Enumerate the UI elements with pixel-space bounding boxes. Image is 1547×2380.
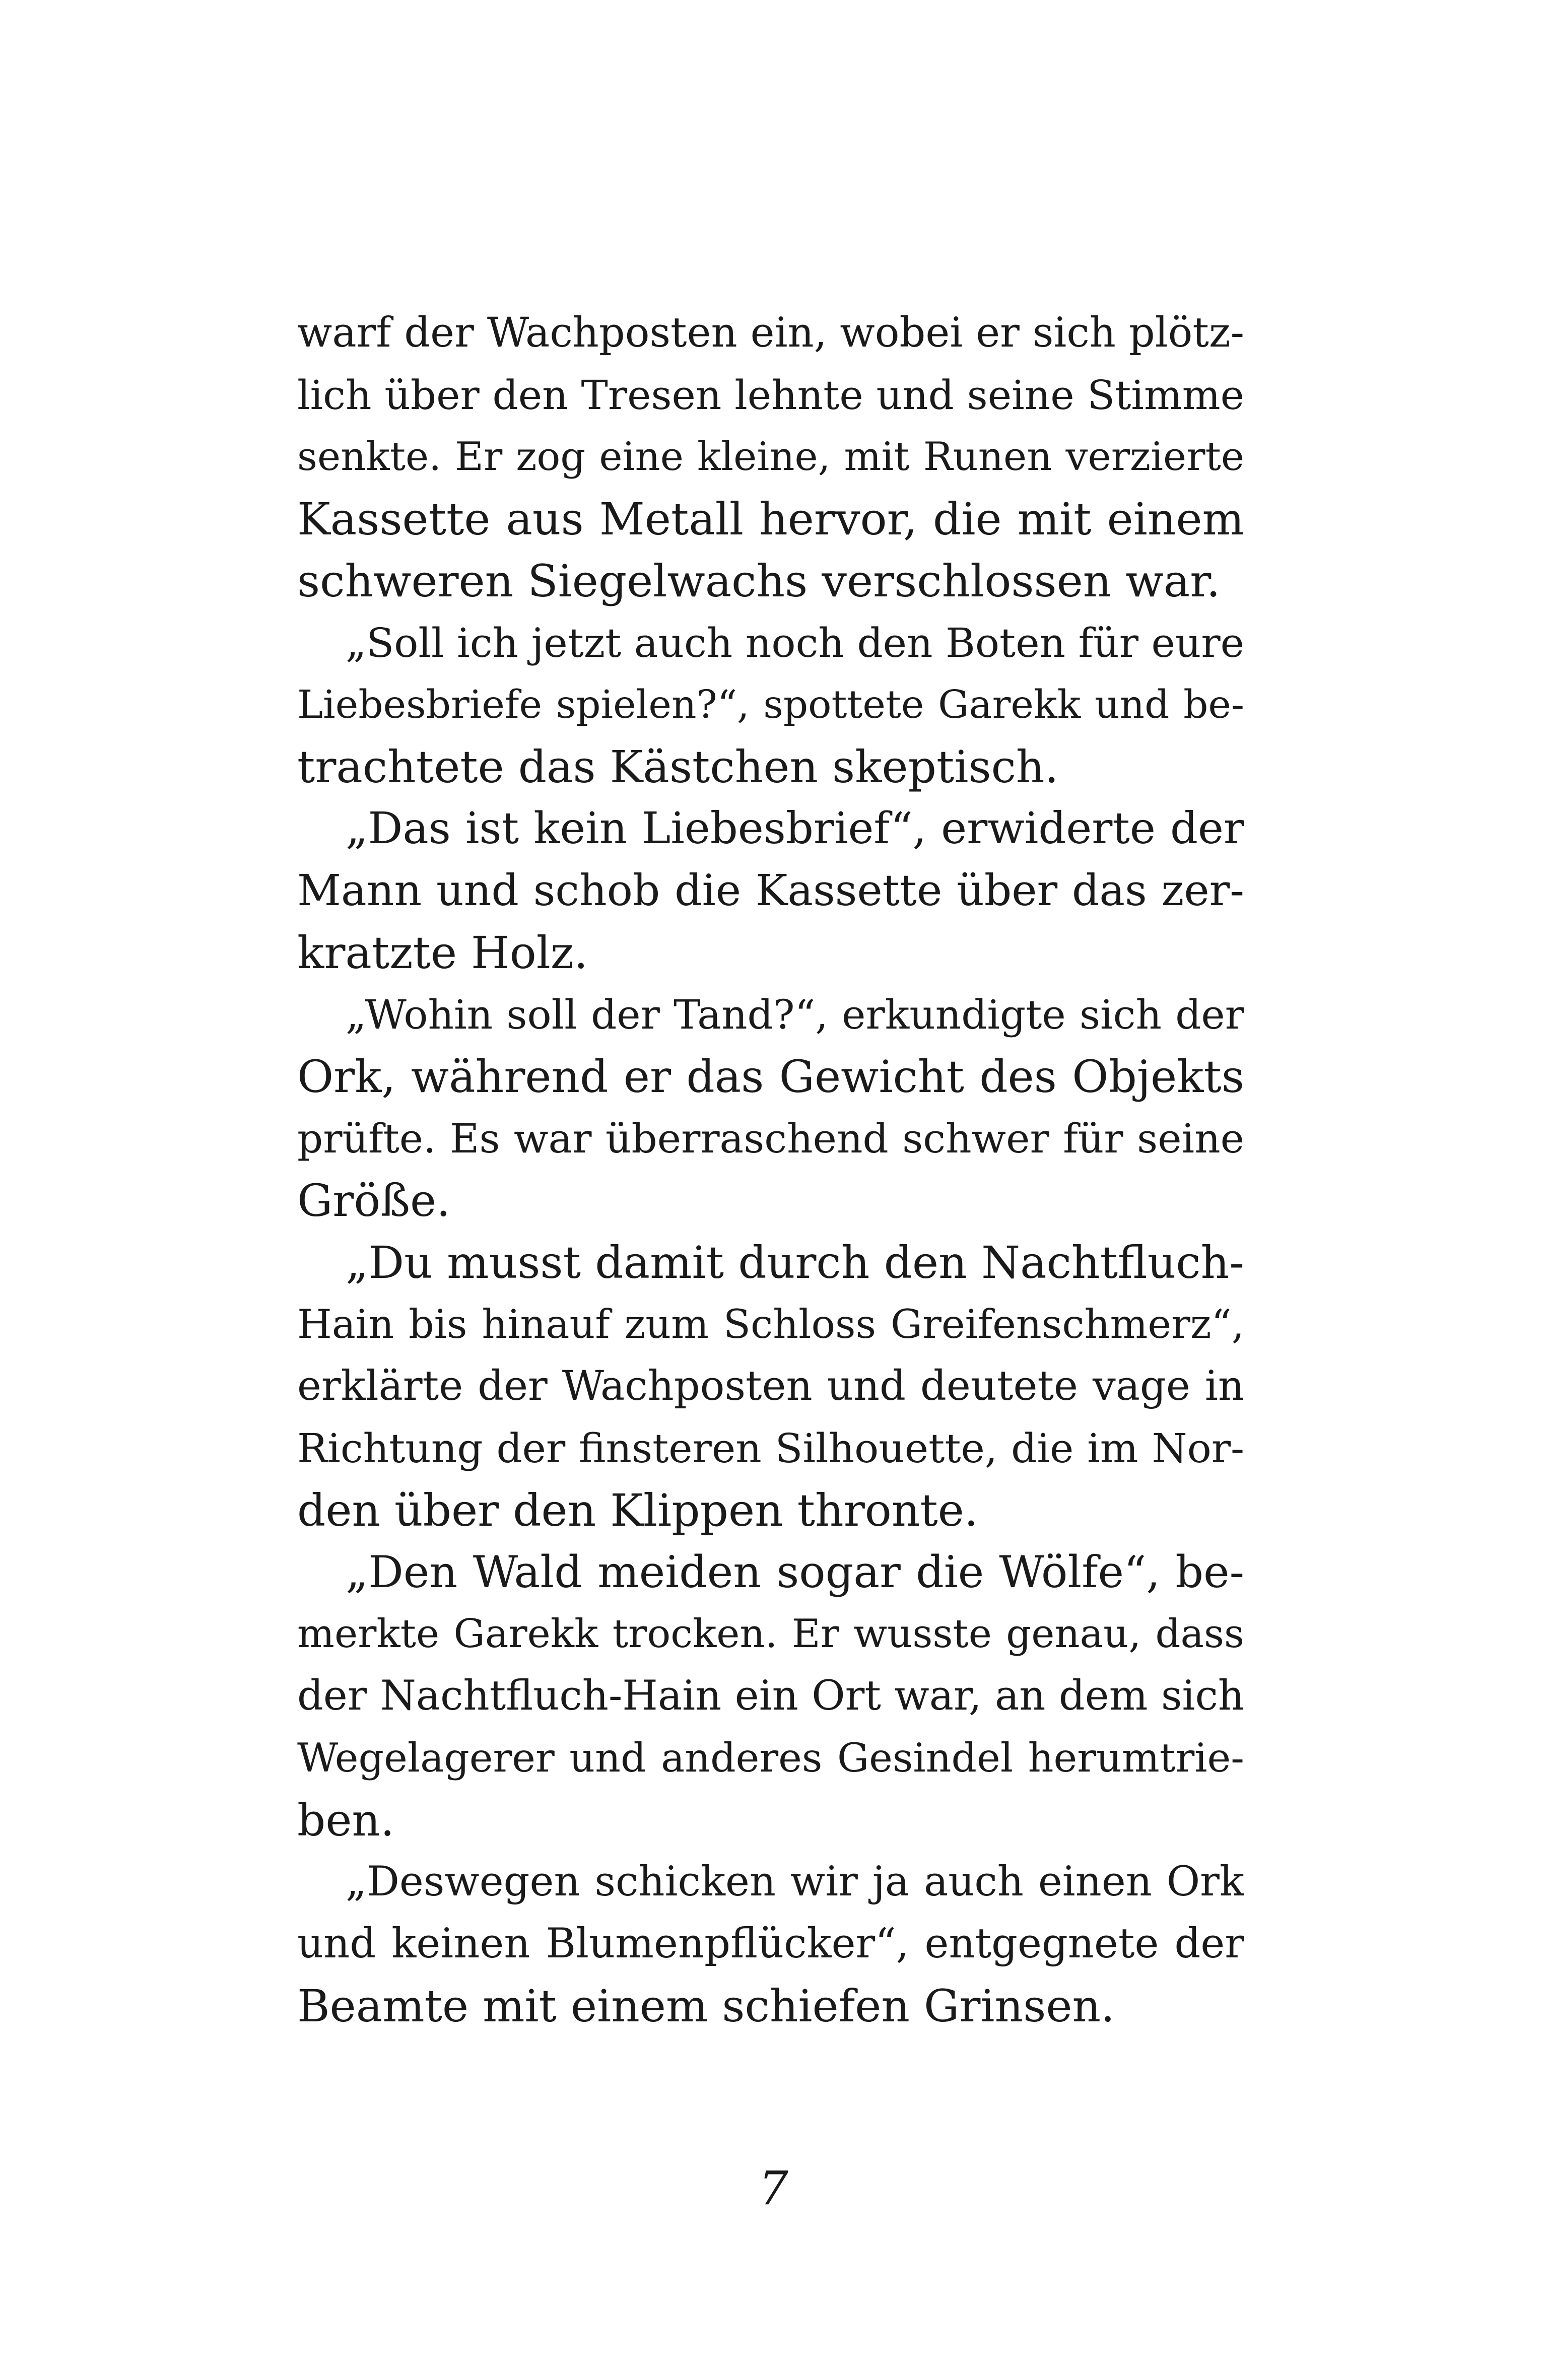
text-line: kratzte Holz. xyxy=(297,927,588,979)
text-line: Hain bis hinauf zum Schloss Greifenschmerz“, xyxy=(297,1301,1244,1347)
text-line: der Nachtfluch-Hain ein Ort war, an dem sich xyxy=(297,1672,1244,1720)
text-line: Mann und schob die Kassette über das zer- xyxy=(297,866,1244,916)
text-line: Beamte mit einem schiefen Grinsen. xyxy=(297,1980,1115,2032)
text-line: „Den Wald meiden sogar die Wölfe“, be- xyxy=(346,1546,1244,1598)
text-line: erklärte der Wachposten und deutete vage in xyxy=(297,1363,1244,1410)
text-line: schweren Siegelwachs verschlossen war. xyxy=(297,555,1221,607)
text-line: Wegelagerer und anderes Gesindel herumtrie- xyxy=(297,1735,1244,1781)
text-line: merkte Garekk trocken. Er wusste genau, dass xyxy=(297,1611,1244,1657)
text-line: und keinen Blumenpflücker“, entgegnete der xyxy=(297,1920,1244,1967)
text-line: trachtete das Kästchen skeptisch. xyxy=(297,741,1059,793)
text-line: „Du musst damit durch den Nachtfluch- xyxy=(346,1237,1244,1288)
text-line: Richtung der finsteren Silhouette, die im Nor- xyxy=(297,1425,1244,1472)
text-line: „Deswegen schicken wir ja auch einen Ork xyxy=(346,1858,1244,1906)
text-line: prüfte. Es war überraschend schwer für seine xyxy=(297,1115,1244,1162)
text-line: lich über den Tresen lehnte und seine Stimme xyxy=(297,372,1244,419)
text-line: Größe. xyxy=(297,1175,451,1227)
page-number: 7 xyxy=(759,2161,788,2215)
text-line: Ork, während er das Gewicht des Objekts xyxy=(297,1051,1244,1103)
text-line: „Soll ich jetzt auch noch den Boten für eure xyxy=(346,620,1244,666)
text-line: Liebesbriefe spielen?“, spottete Garekk und be- xyxy=(297,683,1244,727)
text-line: senkte. Er zog eine kleine, mit Runen verzierte xyxy=(297,434,1244,480)
text-line: warf der Wachposten ein, wobei er sich plötz- xyxy=(297,309,1244,357)
text-line: ben. xyxy=(297,1794,395,1846)
text-line: den über den Klippen thronte. xyxy=(297,1484,978,1536)
text-line: „Das ist kein Liebesbrief“, erwiderte der xyxy=(346,803,1244,854)
body-text xyxy=(297,302,1244,2037)
text-line: „Wohin soll der Tand?“, erkundigte sich der xyxy=(346,991,1244,1038)
text-line: Kassette aus Metall hervor, die mit einem xyxy=(297,493,1244,545)
